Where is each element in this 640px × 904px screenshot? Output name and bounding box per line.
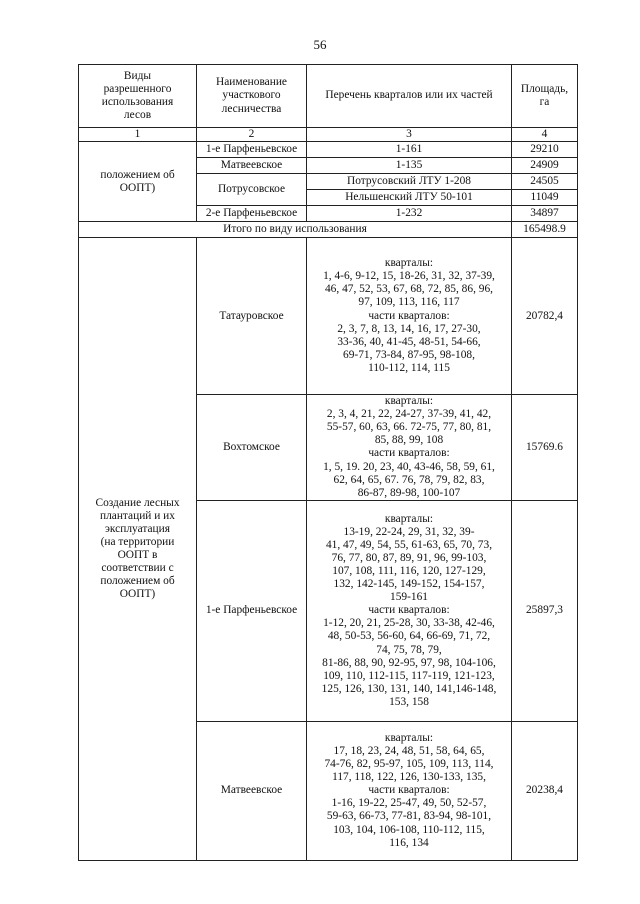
- header-area: Площадь, га: [512, 65, 578, 128]
- header-forestry-name: Наименование участкового лесничества: [197, 65, 307, 128]
- table-row: [79, 238, 578, 395]
- quarters-cell: 1-135: [307, 158, 512, 174]
- total-label: Итого по виду использования: [79, 222, 512, 238]
- forestry-cell: Татауровское: [197, 238, 307, 395]
- area-cell: 11049: [512, 190, 578, 206]
- area-cell: 15769.6: [512, 395, 578, 501]
- forest-use-table: [78, 64, 578, 861]
- column-numbers-row: [79, 128, 578, 142]
- total-value: 165498.9: [512, 222, 578, 238]
- column-number: 4: [512, 128, 578, 142]
- area-cell: 34897: [512, 206, 578, 222]
- area-cell: 20238,4: [512, 721, 578, 860]
- column-number: 1: [79, 128, 197, 142]
- quarters-cell: 1-232: [307, 206, 512, 222]
- quarters-cell: кварталы: 13-19, 22-24, 29, 31, 32, 39- 41, 47, 49, 54, 55, 61-63, 65, 70, 73, 76, 77, 80, 87, 89, 91, 96, 99-103, 107, 108, 111, 116, 120, 127-129, 132, 142-145, 149-152, 154-157, 159-161 части кварталов: 1-12, 20, 21, 25-28, 30, 33-38, 42-46, 48, 50-53, 56-60, 64, 66-69, 71, 72, 74, 75, 78, 79, 81-86, 88, 90, 92-95, 97, 98, 104-106, 109, 110, 112-115, 117-119, 121-123, 125, 126, 130, 131, 140, 141,146-148, 153, 158: [307, 500, 512, 721]
- quarters-cell: 1-161: [307, 142, 512, 158]
- forestry-cell: 1-е Парфеньевское: [197, 142, 307, 158]
- column-number: 3: [307, 128, 512, 142]
- forestry-cell: Матвеевское: [197, 158, 307, 174]
- forestry-cell: 1-е Парфеньевское: [197, 500, 307, 721]
- header-use-type: Виды разрешенного использования лесов: [79, 65, 197, 128]
- table-row: [79, 142, 578, 158]
- area-cell: 25897,3: [512, 500, 578, 721]
- quarters-cell: Потрусовский ЛТУ 1-208: [307, 174, 512, 190]
- forestry-cell: Вохтомское: [197, 395, 307, 501]
- use-type-cell: положением об ООПТ): [79, 142, 197, 222]
- area-cell: 20782,4: [512, 238, 578, 395]
- forestry-cell: Потрусовское: [197, 174, 307, 206]
- area-cell: 24505: [512, 174, 578, 190]
- total-row: [79, 222, 578, 238]
- quarters-cell: кварталы: 2, 3, 4, 21, 22, 24-27, 37-39, 41, 42, 55-57, 60, 63, 66. 72-75, 77, 80, 81, 85, 88, 99, 108 части кварталов: 1, 5, 19. 20, 23, 40, 43-46, 58, 59, 61, 62, 64, 65, 67. 76, 78, 79, 82, 83, 86-87, 89-98, 100-107: [307, 395, 512, 501]
- quarters-cell: Нельшенский ЛТУ 50-101: [307, 190, 512, 206]
- area-cell: 29210: [512, 142, 578, 158]
- area-cell: 24909: [512, 158, 578, 174]
- quarters-cell: кварталы: 17, 18, 23, 24, 48, 51, 58, 64, 65, 74-76, 82, 95-97, 105, 109, 113, 114, 117, 118, 122, 126, 130-133, 135, части кварталов: 1-16, 19-22, 25-47, 49, 50, 52-57, 59-63, 66-73, 77-81, 83-94, 98-101, 103, 104, 106-108, 110-112, 115, 116, 134: [307, 721, 512, 860]
- table-header-row: [79, 65, 578, 128]
- page-number: 56: [313, 37, 327, 52]
- use-type-cell: Создание лесных плантаций и их эксплуатация (на территории ООПТ в соответствии с положением об ООПТ): [79, 238, 197, 861]
- column-number: 2: [197, 128, 307, 142]
- quarters-cell: кварталы: 1, 4-6, 9-12, 15, 18-26, 31, 32, 37-39, 46, 47, 52, 53, 67, 68, 72, 85, 86, 96, 97, 109, 113, 116, 117 части кварталов: 2, 3, 7, 8, 13, 14, 16, 17, 27-30, 33-36, 40, 41-45, 48-51, 54-66, 69-71, 73-84, 87-95, 98-108, 110-112, 114, 115: [307, 238, 512, 395]
- forestry-cell: 2-е Парфеньевское: [197, 206, 307, 222]
- header-quarters-list: Перечень кварталов или их частей: [307, 65, 512, 128]
- forestry-cell: Матвеевское: [197, 721, 307, 860]
